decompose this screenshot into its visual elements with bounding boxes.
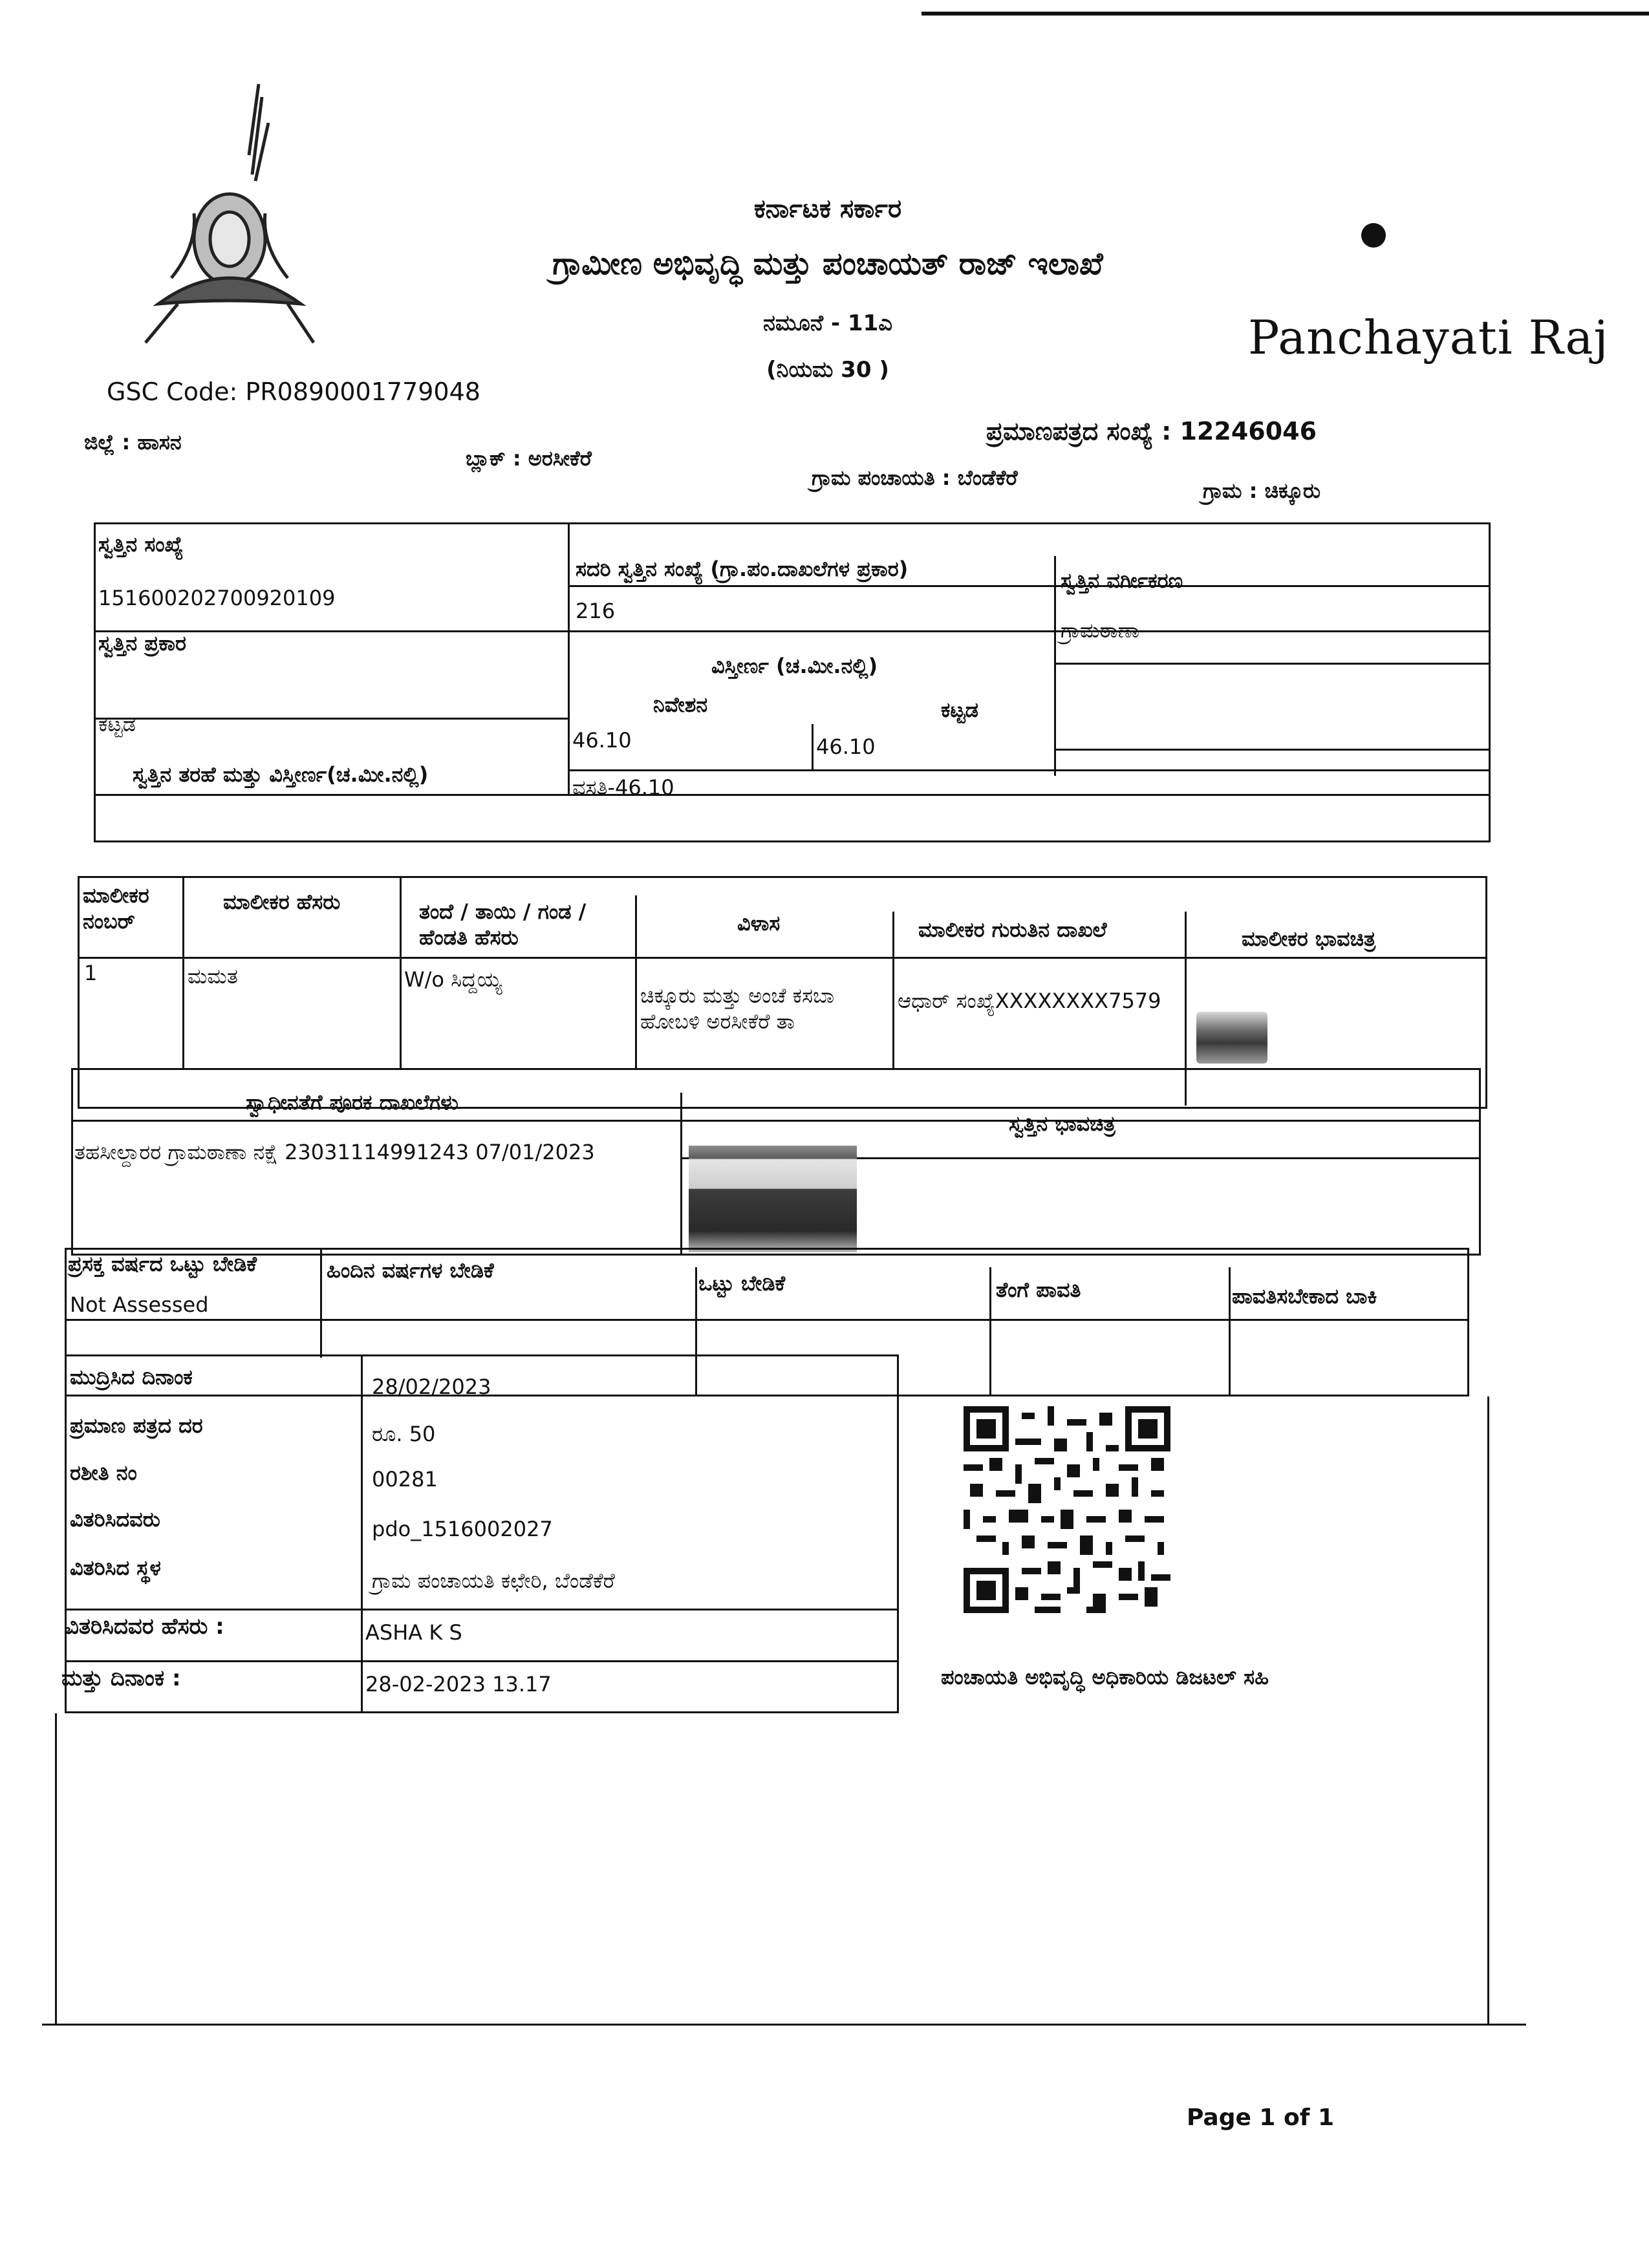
issuer-value: pdo_1516002027 <box>372 1517 553 1541</box>
nature-value: ವಸತಿ-46.10 <box>572 775 674 800</box>
building-label: ಕಟ್ಟಡ <box>941 698 978 722</box>
printed-date-value: 28/02/2023 <box>372 1375 491 1399</box>
village: ಗ್ರಾಮ : ಚಿಕ್ಕೂರು <box>1203 478 1320 503</box>
receipt-label: ರಶೀತಿ ನಂ <box>70 1460 137 1485</box>
top-border-line <box>921 12 1649 16</box>
block: ಬ್ಲಾಕ್ : ಅರಸೀಕೆರೆ <box>466 446 592 471</box>
nature-label: ಸ್ವತ್ತಿನ ತರಹೆ ಮತ್ತು ವಿಸ್ತೀರ್ಣ(ಚ.ಮೀ.ನಲ್ಲಿ) <box>133 762 429 787</box>
gsc-code: GSC Code: PR0890001779048 <box>107 378 480 406</box>
owner-id-value: ಆಧಾರ್ ಸಂಖ್ಯೆXXXXXXXX7579 <box>898 989 1161 1013</box>
issuer-name-value: ASHA K S <box>365 1620 462 1645</box>
owner-name-value: ಮಮತ <box>188 964 238 989</box>
sadari-value: 216 <box>576 599 616 623</box>
form-number: ನಮೂನೆ - 11ಎ <box>762 310 893 336</box>
tax-total-header: ಒಟ್ಟು ಬೇಡಿಕೆ <box>698 1271 786 1296</box>
building-area-value: 46.10 <box>816 734 876 759</box>
owner-id-header: ಮಾಲೀಕರ ಗುರುತಿನ ದಾಖಲೆ <box>918 917 1107 942</box>
tax-current-header: ಪ್ರಸಕ್ತ ವರ್ಷದ ಒಟ್ಟು ಬೇಡಿಕೆ <box>68 1252 257 1276</box>
place-label: ವಿತರಿಸಿದ ಸ್ಥಳ <box>70 1556 161 1580</box>
gram-panchayat: ಗ್ರಾಮ ಪಂಚಾಯತಿ : ಬೆಂಡೆಕೆರೆ <box>812 465 1018 490</box>
place-value: ಗ್ರಾಮ ಪಂಚಾಯತಿ ಕಛೇರಿ, ಬೆಂಡೆಕೆರೆ <box>372 1568 615 1593</box>
issuer-label: ವಿತರಿಸಿದವರು <box>70 1507 160 1532</box>
sadari-label: ಸದರಿ ಸ್ವತ್ತಿನ ಸಂಖ್ಯೆ (ಗ್ರಾ.ಪಂ.ದಾಖಲೆಗಳ ಪ್ರಕಾರ) <box>576 557 909 581</box>
tax-paid-header: ತೆಂಗೆ ಪಾವತಿ <box>996 1278 1081 1302</box>
page-number: Page 1 of 1 <box>1187 2104 1334 2131</box>
digital-signature-note: ಪಂಚಾಯತಿ ಅಭಿವೃದ್ಧಿ ಅಧಿಕಾರಿಯ ಡಿಜಟಲ್ ಸಹಿ <box>941 1665 1269 1689</box>
government-title: ಕರ್ನಾಟಕ ಸರ್ಕಾರ <box>753 194 902 224</box>
documents-value: ತಹಸೀಲ್ದಾರರ ಗ್ರಾಮಠಾಣಾ ನಕ್ಷೆ 23031114991243 07/01/2023 <box>74 1140 595 1164</box>
owner-address-value: ಚಿಕ್ಕೂರು ಮತ್ತು ಅಂಚೆ ಕಸಬಾ ಹೋಬಳಿ ಅರಸೀಕೆರೆ ತಾ <box>640 983 835 1034</box>
owner-number-value: 1 <box>84 961 98 985</box>
fee-value: ರೂ. 50 <box>372 1422 436 1446</box>
property-type-label: ಸ್ವತ್ತಿನ ಪ್ರಕಾರ <box>98 631 186 656</box>
state-emblem-icon <box>133 84 333 356</box>
qr-code-icon <box>964 1406 1170 1613</box>
owner-number-header: ಮಾಲೀಕರ ನಂಬರ್ <box>83 883 149 934</box>
property-photo-label: ಸ್ವತ್ತಿನ ಭಾವಚಿತ್ರ <box>1009 1111 1116 1136</box>
owner-relation-header: ತಂದೆ / ತಾಯಿ / ಗಂಡ / ಹೆಂಡತಿ ಹೆಸರು <box>419 899 587 950</box>
property-no-label: ಸ್ವತ್ತಿನ ಸಂಖ್ಯೆ <box>98 532 184 557</box>
printed-date-label: ಮುದ್ರಿಸಿದ ದಿನಾಂಕ <box>70 1365 193 1389</box>
documents-label: ಸ್ವಾಧೀನತೆಗೆ ಪೂರಕ ದಾಖಲೆಗಳು <box>246 1090 458 1115</box>
issuer-name-label: ವಿತರಿಸಿದವರ ಹೆಸರು : <box>65 1614 224 1640</box>
tax-previous-header: ಹಿಂದಿನ ವರ್ಷಗಳ ಬೇಡಿಕೆ <box>327 1258 494 1283</box>
site-label: ನಿವೇಶನ <box>653 692 708 717</box>
classification-value: ಗ್ರಾಮಠಾಣಾ <box>1061 618 1139 643</box>
owner-relation-value: W/o ಸಿದ್ದಯ್ಯ <box>404 967 502 992</box>
panchayati-raj-label: Panchayati Raj <box>1248 310 1609 365</box>
department-title: ಗ್ರಾಮೀಣ ಅಭಿವೃದ್ಧಿ ಮತ್ತು ಪಂಚಾಯತ್ ರಾಜ್ ಇಲಾಖೆ <box>552 246 1103 282</box>
issue-date-label: ಮತ್ತು ದಿನಾಂಕ : <box>61 1665 181 1691</box>
receipt-value: 00281 <box>372 1467 438 1492</box>
tax-current-value: Not Assessed <box>70 1292 209 1317</box>
owner-name-header: ಮಾಲೀಕರ ಹೆಸರು <box>223 890 341 914</box>
fee-label: ಪ್ರಮಾಣ ಪತ್ರದ ದರ <box>70 1413 203 1438</box>
owner-photo <box>1196 1012 1267 1064</box>
rule-number: (ನಿಯಮ 30 ) <box>766 357 889 383</box>
site-area-value: 46.10 <box>572 728 632 753</box>
certificate-number: ಪ್ರಮಾಣಪತ್ರದ ಸಂಖ್ಯೆ : 12246046 <box>986 417 1317 445</box>
tax-balance-header: ಪಾವತಿಸಬೇಕಾದ ಬಾಕಿ <box>1232 1284 1377 1309</box>
owner-photo-header: ಮಾಲೀಕರ ಭಾವಚಿತ್ರ <box>1242 926 1376 951</box>
property-photo <box>689 1146 857 1252</box>
district: ಜಿಲ್ಲೆ : ಹಾಸನ <box>84 430 182 455</box>
property-no-value: 151600202700920109 <box>98 586 336 610</box>
ink-dot <box>1361 223 1386 248</box>
property-type-value: ಕಟ್ಟಡ <box>98 712 136 736</box>
issue-date-value: 28-02-2023 13.17 <box>365 1672 552 1696</box>
body-bottom-border <box>42 2024 1526 2026</box>
owner-address-header: ವಿಳಾಸ <box>737 911 781 936</box>
classification-label: ಸ್ವತ್ತಿನ ವರ್ಗೀಕರಣ <box>1061 568 1183 593</box>
area-label: ವಿಸ್ತೀರ್ಣ (ಚ.ಮೀ.ನಲ್ಲಿ) <box>711 654 878 678</box>
